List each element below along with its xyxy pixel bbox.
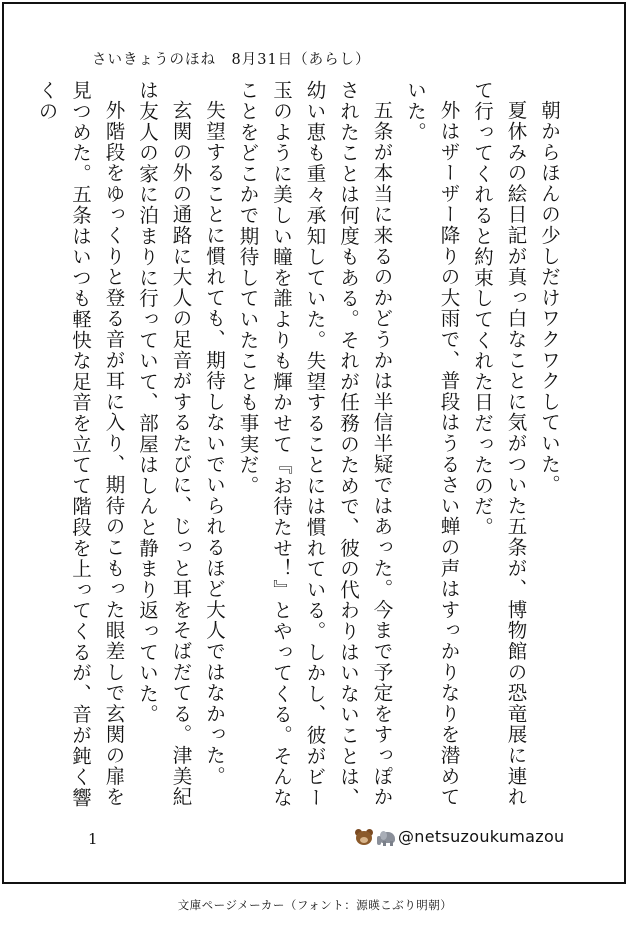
bear-icon [354,828,374,846]
paragraph: 夏休みの絵日記が真っ白なことに気がついた五条が、博物館の恐竜展に連れて行ってくれると約束してくれた日だったのだ。 [471,80,528,807]
page-frame [2,2,626,884]
paragraph: 失望することに慣れても、期待しないでいられるほど大人ではなかった。 [203,99,226,786]
paragraph: 外階段をゆっくりと登る音が耳に入り、期待のこもった眼差しで玄関の扉を見つめた。五条はいつも軽快な足音を立てて階段を上ってくるが、音が鈍く響くの [35,80,126,808]
footer-credit: 文庫ページメーカー（フォント：源暎こぶり明朝） [177,898,453,912]
paragraph: 玄関の外の通路に大人の足音がするたびに、じっと耳をそばだてる。津美紀は友人の家に泊まりに行っていて、部屋はしんと静まり返っていた。 [136,80,193,807]
page-header: さいきょうのほね 8月31日（あらし） [92,52,371,68]
author-credit [354,827,565,846]
paragraph: 外はザーザー降りの大雨で、普段はうるさい蝉の声はすっかりなりを潜めていた。 [404,80,461,807]
paragraph: 五条が本当に来るのかどうかは半信半疑ではあった。今まで予定をすっぽかされたことは何度もある。それが任務のためで、彼の代わりはいないことは、幼い恵も重々承知していた。失望することには慣れている。しかし、彼がビー玉のように美しい瞳を誰よりも輝かせて『お待たせ！』とやってくる。そんなことをどこかで期待していたことも事実だ。 [236,80,394,808]
author-handle: @netsuzoukumazou [398,827,565,846]
paragraph: 朝からほんの少しだけワクワクしていた。 [538,99,561,495]
elephant-icon [376,828,396,846]
body-text [35,80,566,816]
page-number: 1 [88,830,98,848]
